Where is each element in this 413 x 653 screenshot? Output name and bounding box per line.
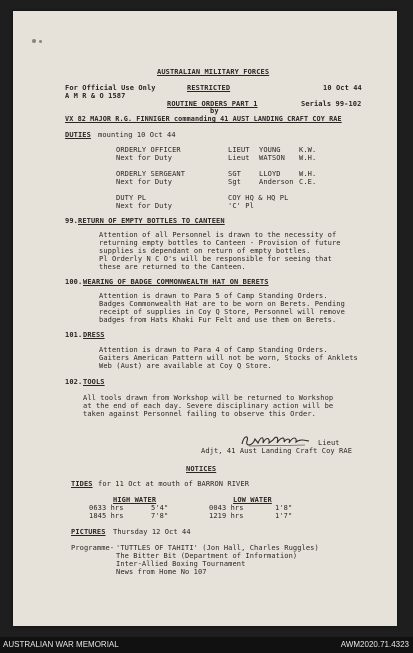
tide-time: 1845 hrs [89,512,124,520]
duties-label: DUTIES [65,131,91,139]
duty-initials: W.H. [299,170,317,178]
order-title: TOOLS [83,378,105,386]
punch-hole [32,39,36,43]
duty-name: LLOYD [259,170,281,178]
duty-rank: COY HQ & HQ PL [228,194,289,202]
duty-initials: W.H. [299,154,317,162]
duty-role: ORDERLY SERGEANT [116,170,186,178]
order-text-line: Gaiters American Pattern will not be worn, Stocks of Anklets [99,354,358,362]
tide-height: 1'8" [275,504,293,512]
duty-name: Anderson [259,178,294,186]
tides-text: for 11 Oct at mouth of BARRON RIVER [98,480,250,488]
punch-hole [39,40,42,43]
order-text-line: badges from Hats Khaki Fur Felt and use them on Berets. [99,316,337,324]
programme-item: News from Home No 107 [116,568,207,576]
order-number: 100. [65,278,83,286]
order-text-line: receipt of supplies in Coy Q Store, Personnel will remove [99,308,345,316]
duty-name: YOUNG [259,146,281,154]
low-water-label: LOW WATER [233,496,272,504]
document-title: AUSTRALIAN MILITARY FORCES [157,68,270,76]
order-text-line: Pl Orderly N C O's will be responsible for seeing that [99,255,332,263]
restricted-label: RESTRICTED [187,84,231,92]
tide-height: 7'8" [151,512,169,520]
order-text-line: All tools drawn from Workshop will be returned to Workshop [83,394,334,402]
signature-rank: Lieut [318,439,340,447]
tide-time: 0043 hrs [209,504,244,512]
pictures-date: Thursday 12 Oct 44 [113,528,191,536]
by-label: by [210,107,219,115]
duty-rank: SGT [228,170,241,178]
order-text-line: Attention is drawn to Para 5 of Camp Standing Orders. [99,292,328,300]
serials: Serials 99-102 [301,100,362,108]
pictures-label: PICTURES [71,528,106,536]
programme-item: 'TUTTLES OF TAHITI' (Jon Hall, Charles Ruggles) [116,544,319,552]
order-date: 10 Oct 44 [323,84,362,92]
programme-item: The Bitter Bit (Department of Information) [116,552,298,560]
order-number: 99. [65,217,78,225]
order-text-line: Attention of all Personnel is drawn to the necessity of [99,231,337,239]
duty-initials: C.E. [299,178,317,186]
high-water-label: HIGH WATER [113,496,157,504]
duty-initials: K.W. [299,146,317,154]
order-text-line: at the end of each day. Severe disciplinary action will be [83,402,334,410]
order-text-line: returning empty bottles to Canteen - Provision of future [99,239,341,247]
tides-label: TIDES [71,480,93,488]
footer-accession: AWM2020.71.4323 [340,640,409,649]
footer-bar [0,637,413,653]
duty-role: Next for Duty [116,202,173,210]
order-text-line: supplies is dependant on return of empty bottles. [99,247,311,255]
document-page [13,11,397,626]
duty-rank: Lieut [228,154,250,162]
duty-role: ORDERLY OFFICER [116,146,181,154]
duty-role: DUTY PL [116,194,147,202]
order-text-line: Web (Aust) are available at Coy Q Store. [99,362,272,370]
duty-rank: Sgt [228,178,241,186]
order-title: WEARING OF BADGE COMMONWEALTH HAT ON BERETS [83,278,269,286]
order-text-line: Attention is drawn to Para 4 of Camp Standing Orders. [99,346,328,354]
order-number: 101. [65,331,83,339]
order-text-line: these are returned to the Canteen. [99,263,246,271]
duty-name: WATSON [259,154,285,162]
duty-role: Next for Duty [116,178,173,186]
programme-label: Programme- [71,544,115,552]
form-number: A M R & O 1587 [65,92,126,100]
order-text-line: Badges Commonwealth Hat are to be worn on Berets. Pending [99,300,345,308]
official-use: For Official Use Only [65,84,156,92]
commander-line: VX 82 MAJOR R.G. FINNIGER commanding 41 AUST LANDING CRAFT COY RAE [65,115,342,123]
tide-time: 0633 hrs [89,504,124,512]
order-number: 102. [65,378,83,386]
programme-item: Inter-Allied Boxing Tournament [116,560,246,568]
duty-rank: LIEUT [228,146,250,154]
tide-height: 1'7" [275,512,293,520]
footer-institution: AUSTRALIAN WAR MEMORIAL [3,640,119,649]
order-text-line: taken against Personnel failing to observe this Order. [83,410,316,418]
signature-appointment: Adjt, 41 Aust Landing Craft Coy RAE [201,447,353,455]
order-title: RETURN OF EMPTY BOTTLES TO CANTEEN [78,217,225,225]
duties-mounting: mounting 10 Oct 44 [98,131,176,139]
notices-title: NOTICES [186,465,217,473]
duty-rank: 'C' Pl [228,202,254,210]
tide-time: 1219 hrs [209,512,244,520]
order-title: DRESS [83,331,105,339]
tide-height: 5'4" [151,504,169,512]
duty-role: Next for Duty [116,154,173,162]
routine-orders-title: ROUTINE ORDERS PART 1 [167,100,258,108]
